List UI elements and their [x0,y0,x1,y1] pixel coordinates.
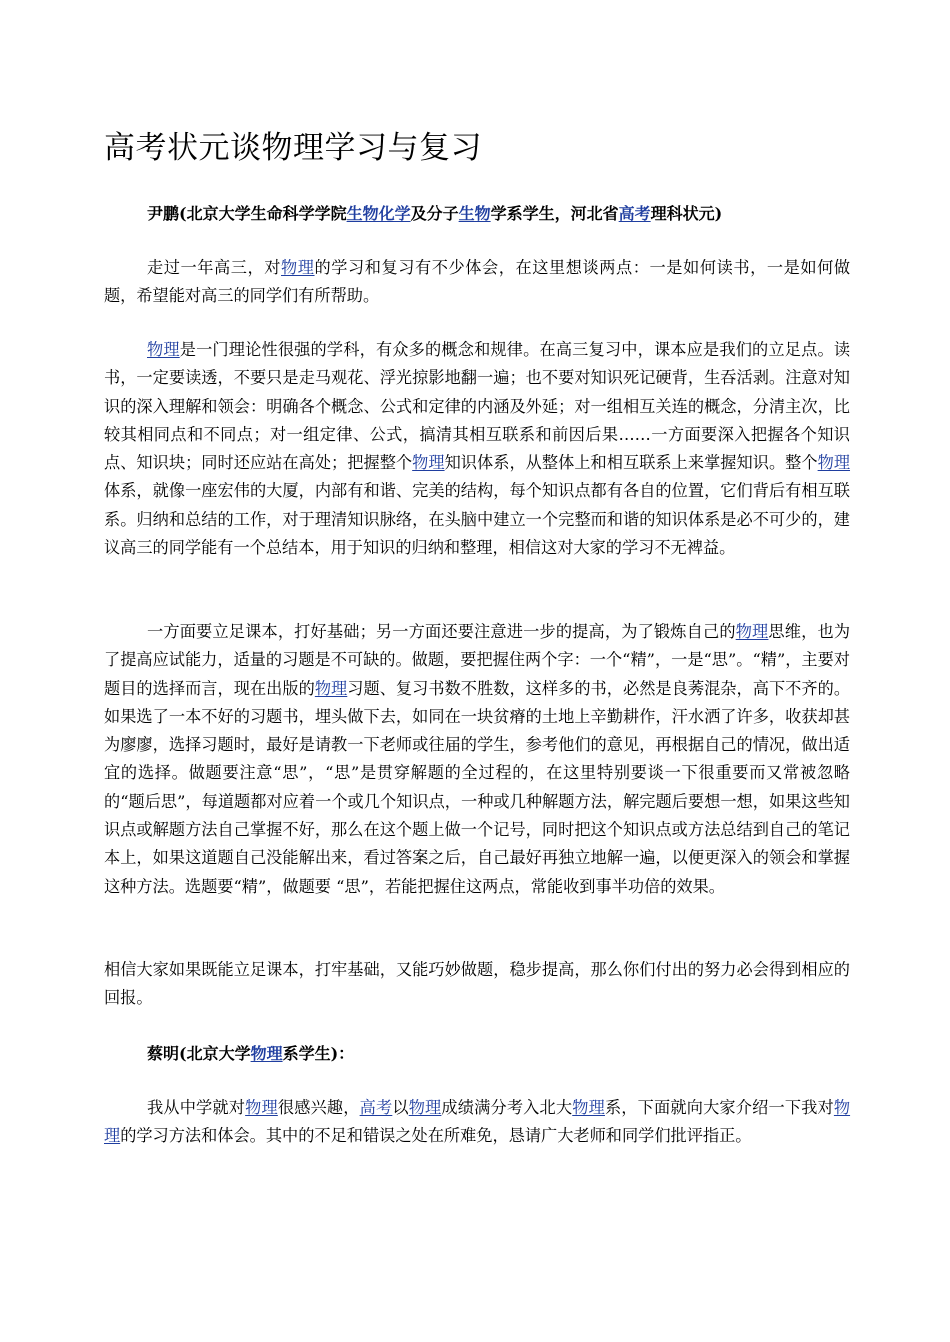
paragraph-text: 以 [392,1098,409,1117]
paragraph-text: 是一门理论性很强的学科，有众多的概念和规律。在高三复习中，课本应是我们的立足点。读书，一定要读透，不要只是走马观花、浮光掠影地翻一遍；也不要对知识死记硬背，生吞活剥。注意对知识的深入理解和领会：明确各个概念、公式和定律的内涵及外延；对一组相互关连的概念，分清主次，比较其相同点和不同点；对一组定律、公式，搞清其相互联系和前因后果……一方面要深入把握各个知识点、知识块；同时还应站在高处；把握整个 [104,340,851,473]
keyword-link-physics[interactable]: 物理 [572,1098,605,1117]
paragraph-text: 知识体系，从整体上和相互联系上来掌握知识。整个 [444,453,818,473]
keyword-link-physics[interactable]: 物理 [817,453,851,473]
keyword-link-gaokao[interactable]: 高考 [618,204,651,223]
paragraph-text: 的学习和复习有不少体会，在这里想谈两点：一是如何读书，一是如何做题，希望能对高三的同学们有所帮助。 [104,258,851,306]
byline-text: 理科状元) [650,204,723,223]
paragraph-text: 的学习方法和体会。其中的不足和错误之处在所难免，恳请广大老师和同学们批评指正。 [120,1126,752,1146]
keyword-link-physics[interactable]: 物理 [412,453,445,473]
byline-text: 系学生)： [282,1044,355,1063]
keyword-link-physics[interactable]: 物理 [408,1098,442,1117]
paragraph-text: 一方面要立足课本，打好基础；另一方面还要注意进一步的提高，为了锻炼自己的 [147,622,736,641]
paragraph-problem-solving [104,618,850,901]
byline-text: 及分子 [410,204,459,223]
paragraph-intro [104,254,850,311]
paragraph-text: 成绩满分考入北大 [441,1098,573,1117]
keyword-link-physics[interactable]: 物理 [147,340,180,359]
paragraph-conclusion: 相信大家如果既能立足课本，打牢基础，又能巧妙做题，稳步提高，那么你们付出的努力必会得到相应的回报。 [104,960,850,1008]
keyword-link-physics[interactable]: 物理 [250,1044,283,1063]
author-byline-cai-ming [104,1040,850,1068]
paragraph-text: 体系，就像一座宏伟的大厦，内部有和谐、完美的结构，每个知识点都有各自的位置，它们背后有相互联系。归纳和总结的工作，对于理清知识脉络，在头脑中建立一个完整而和谐的知识体系是必不可少的，建议高三的同学能有一个总结本，用于知识的归纳和整理，相信这对大家的学习不无裨益。 [104,481,850,558]
keyword-link-physics[interactable]: 物理 [245,1098,278,1117]
keyword-link-biology[interactable]: 生物 [458,204,491,223]
keyword-link-physics[interactable]: 物理 [314,678,348,698]
byline-text: 蔡明(北京大学 [147,1044,251,1063]
paragraph-text: 系，下面就向大家介绍一下我对 [604,1098,834,1117]
keyword-link-biochemistry[interactable]: 生物化学 [346,204,411,223]
paragraph-text: 我从中学就对 [147,1098,246,1117]
paragraph-text: 走过一年高三，对 [147,258,282,277]
byline-text: 尹鹏(北京大学生命科学学院 [147,204,347,223]
author-byline-yin-peng [104,200,850,228]
keyword-link-physics[interactable]: 物理 [735,622,769,641]
paragraph-text: 很感兴趣， [277,1098,360,1117]
paragraph-cai-ming-intro [104,1094,850,1151]
byline-text: 学系学生，河北省 [490,204,619,223]
keyword-link-physics[interactable]: 物理 [104,1098,851,1146]
paragraph-text: 思维，也为了提高应试能力，适量的习题是不可缺的。做题，要把握住两个字：一个“精”，一是“思”。“精”，主要对题目的选择而言，现在出版的 [104,622,851,698]
keyword-link-physics[interactable]: 物理 [281,258,315,277]
page-title: 高考状元谈物理学习与复习 [104,130,482,166]
keyword-link-gaokao[interactable]: 高考 [359,1098,393,1117]
paragraph-reading [104,336,850,562]
paragraph-text: 习题、复习书数不胜数，这样多的书，必然是良莠混杂，高下不齐的。如果选了一本不好的习题书，埋头做下去，如同在一块贫瘠的土地上辛勤耕作，汗水洒了许多，收获却甚为廖廖，选择习题时，最好是请教一下老师或往届的学生，参考他们的意见，再根据自己的情况，做出适宜的选择。做题要注意“思”，“思”是贯穿解题的全过程的，在这里特别要谈一下很重要而又常被忽略的“题后思”，每道题都对应着一个或几个知识点，一种或几种解题方法，解完题后要想一想，如果这些知识点或解题方法自己掌握不好，那么在这个题上做一个记号，同时把这个知识点或方法总结到自己的笔记本上，如果这道题自己没能解出来，看过答案之后，自己最好再独立地解一遍，以便更深入的领会和掌握这种方法。选题要“精”，做题要 “思”，若能把握住这两点，常能收到事半功倍的效果。 [104,678,851,896]
